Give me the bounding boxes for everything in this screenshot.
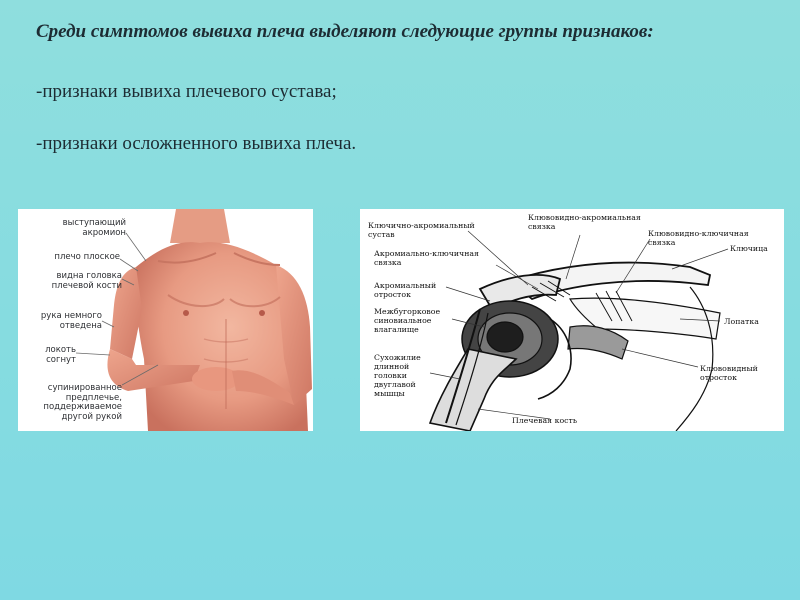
label-flat-shoulder: плечо плоское — [54, 252, 120, 262]
label-ac-joint: Ключично-акромиальный сустав — [368, 221, 475, 239]
shoulder-dislocation-photo — [18, 209, 313, 431]
label-coracoid-process: Клювовидный отросток — [700, 364, 758, 382]
label-acromion-process: Акромиальный отросток — [374, 281, 437, 299]
label-acromion: выступающий акромион — [62, 218, 126, 238]
label-ac-ligament: Акромиально-ключичная связка — [374, 249, 479, 267]
label-coracoacromial-ligament: Клювовидно-акромиальная связка — [528, 213, 641, 231]
label-biceps-tendon: Сухожилие длинной головки двуглавой мышцы — [374, 353, 421, 398]
label-humerus: Плечевая кость — [512, 416, 578, 425]
label-forearm-supinated: супинированное предплечье, поддерживаемое другой рукой — [43, 383, 122, 422]
label-synovial-sheath: Межбугорковое синовиальное влагалище — [374, 307, 441, 334]
label-elbow-bent: локоть согнут — [45, 345, 76, 365]
label-humerus-head: видна головка плечевой кости — [51, 271, 122, 291]
bullet-complicated-signs: -признаки осложненного вывиха плеча. — [36, 133, 357, 154]
slide-heading: Среди симптомов вывиха плеча выделяют следующие группы признаков: — [36, 21, 654, 42]
label-clavicle: Ключица — [730, 244, 768, 253]
shoulder-anatomy-diagram — [360, 209, 784, 431]
bullet-joint-signs: -признаки вывиха плечевого сустава; — [36, 81, 337, 102]
label-coracoclavicular-ligament: Клювовидно-ключичная связка — [648, 229, 749, 247]
label-arm-abducted: рука немного отведена — [40, 311, 102, 331]
label-scapula: Лопатка — [724, 317, 759, 326]
